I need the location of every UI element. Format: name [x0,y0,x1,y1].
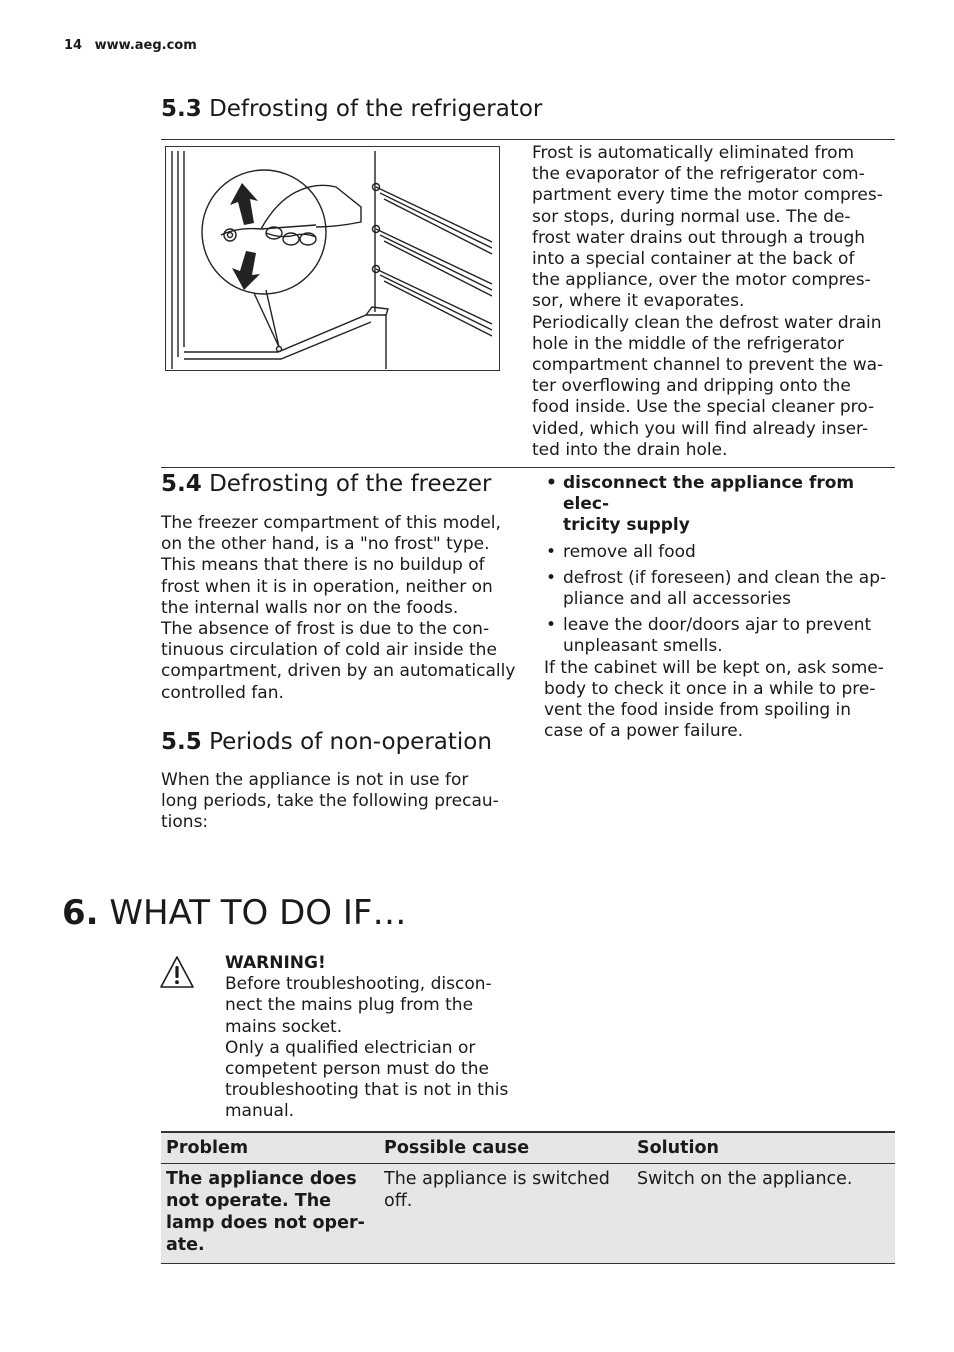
text-line: • disconnect the appliance from elec- [563,473,855,515]
text-line: troubleshooting that is not in this [225,1080,509,1101]
warning-icon [159,954,195,990]
text-line: vided, which you will find already inser- [532,418,869,439]
cause-cell [379,1164,632,1264]
text-line: tions: [161,812,209,833]
website-link[interactable]: www.aeg.com [94,38,197,53]
section-number: 5.3 [161,96,202,122]
precaution-list [544,473,894,658]
page-header [64,38,197,53]
page-number: 14 [64,38,83,53]
text-line: compartment channel to prevent the wa- [532,355,884,376]
text-line: manual. [225,1101,295,1122]
chapter-title-text: WHAT TO DO IF… [109,893,407,933]
non-operation-steps [544,473,894,742]
defrost-drain-illustration [165,146,500,371]
text-line: This means that there is no buildup of [161,555,485,576]
text-line: Only a qualified electrician or [225,1037,476,1058]
text-line: When the appliance is not in use for [161,770,469,790]
text-line: • leave the door/doors ajar to prevent [563,615,872,636]
text-line: Before troubleshooting, discon- [225,974,492,995]
list-item [544,473,894,537]
section-title-text: Periods of non-operation [209,729,492,755]
text-line: hole in the middle of the refrigerator [532,333,844,354]
header-possible-cause: Possible cause [384,1138,530,1158]
text-line: off. [384,1191,413,1211]
section-title-5-4 [161,471,492,497]
text-line: The appliance does [166,1169,357,1189]
section-title-5-5 [161,729,492,755]
text-line: pliance and all accessories [563,589,792,610]
text-line: the evaporator of the refrigerator com- [532,164,865,185]
warning-title: WARNING! [225,953,326,973]
text-line: lamp does not oper- [166,1213,365,1233]
text-line: The freezer compartment of this model, [161,513,501,533]
text-line: controlled fan. [161,682,284,703]
warning-text [225,953,525,1123]
text-line: mains socket. [225,1016,343,1037]
list-item [544,542,894,563]
text-line: compartment, driven by an automatically [161,661,516,682]
text-line: not operate. The [166,1191,332,1211]
problem-cell [161,1164,379,1264]
text-line: food inside. Use the special cleaner pro- [532,397,875,418]
text-line: into a special container at the back of [532,249,855,270]
cabinet-kept-on-text [544,658,894,743]
section-title-5-3 [161,96,542,122]
text-line: partment every time the motor compres- [532,185,883,206]
text-line: frost when it is in operation, neither on [161,576,493,597]
non-operation-intro [161,770,521,834]
text-line: ted into the drain hole. [532,439,728,460]
defrost-freezer-text [161,513,521,704]
text-line: unpleasant smells. [563,636,723,657]
section-number: 5.5 [161,729,202,755]
text-line: long periods, take the following precau- [161,791,499,812]
text-line: If the cabinet will be kept on, ask some- [544,657,884,678]
chapter-number: 6. [62,893,99,933]
section-divider [161,467,895,468]
text-line: competent person must do the [225,1059,489,1080]
text-line: case of a power failure. [544,721,744,742]
header-problem: Problem [166,1138,249,1158]
defrost-refrigerator-text [532,143,897,461]
text-line: Frost is automatically eliminated from [532,143,855,163]
text-line: Periodically clean the defrost water drain [532,312,882,333]
troubleshooting-table [161,1131,895,1264]
text-line: The absence of frost is due to the con- [161,619,490,640]
solution-cell: Switch on the appliance. [637,1169,853,1189]
section-title-text: Defrosting of the freezer [209,471,492,497]
text-line: the internal walls nor on the foods. [161,597,459,618]
text-line: • remove all food [563,541,696,562]
chapter-title [62,893,406,933]
section-divider [161,139,895,140]
text-line: sor stops, during normal use. The de- [532,206,851,227]
text-line: on the other hand, is a "no frost" type. [161,534,490,555]
list-item [544,568,894,610]
section-title-text: Defrosting of the refrigerator [209,96,543,122]
text-line: vent the food inside from spoiling in [544,700,852,721]
text-line: sor, where it evaporates. [532,291,745,312]
text-line: tricity supply [563,515,690,536]
text-line: The appliance is switched [384,1169,610,1189]
text-line: ate. [166,1235,205,1255]
table-header-row [161,1132,895,1164]
table-row [161,1164,895,1264]
text-line: ter overflowing and dripping onto the [532,376,851,397]
text-line: nect the mains plug from the [225,995,474,1016]
text-line: the appliance, over the motor compres- [532,270,871,291]
list-item [544,615,894,657]
text-line: tinuous circulation of cold air inside the [161,640,497,661]
text-line: body to check it once in a while to pre- [544,678,876,699]
section-number: 5.4 [161,471,202,497]
drain-hole-cleaning-icon [166,147,499,370]
header-solution: Solution [637,1138,719,1158]
text-line: • defrost (if foreseen) and clean the ap- [563,567,887,588]
text-line: frost water drains out through a trough [532,227,866,248]
